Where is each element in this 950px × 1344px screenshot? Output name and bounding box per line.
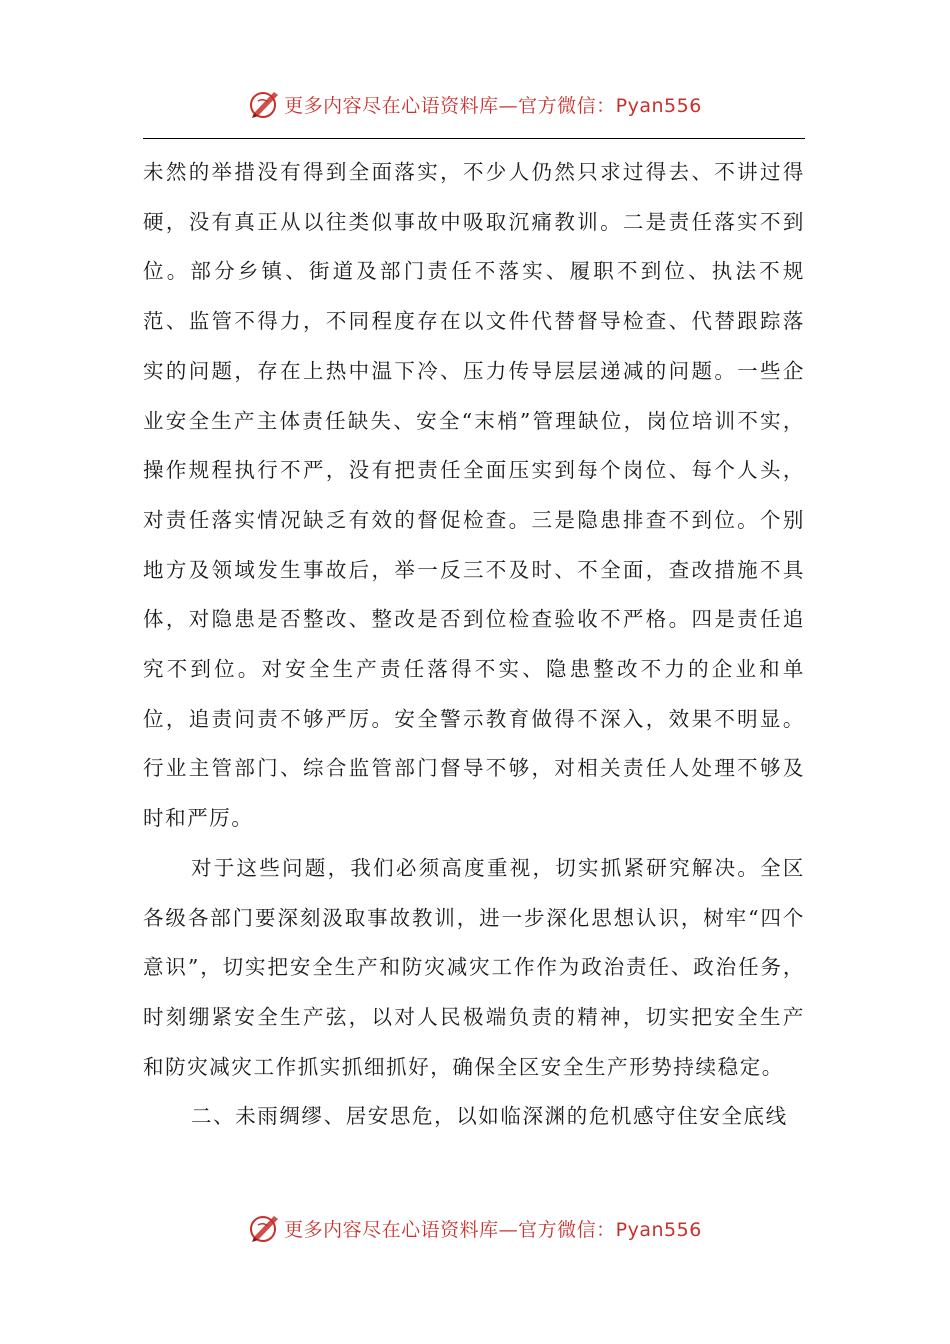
document-body [143, 148, 805, 1142]
header-rule [143, 138, 805, 139]
header-watermark-text [284, 91, 702, 118]
footer-watermark-id: Pyan556 [615, 1218, 702, 1241]
header-watermark-banner [0, 84, 950, 124]
section-heading: 二、未雨绸缪、居安思危，以如临深渊的危机感守住安全底线 [191, 1104, 788, 1129]
paragraph-continuation: 未然的举措没有得到全面落实，不少人仍然只求过得去、不讲过得硬，没有真正从以往类似事故中吸取沉痛教训。二是责任落实不到位。部分乡镇、街道及部门责任不落实、履职不到位、执法不规范、监管不得力，不同程度存在以文件代替督导检查、代替跟踪落实的问题，存在上热中温下冷、压力传导层层递减的问题。一些企业安全生产主体责任缺失、安全“末梢”管理缺位，岗位培训不实，操作规程执行不严，没有把责任全面压实到每个岗位、每个人头，对责任落实情况缺乏有效的督促检查。三是隐患排查不到位。个别地方及领域发生事故后，举一反三不及时、不全面，查改措施不具体，对隐患是否整改、整改是否到位检查验收不严格。四是责任追究不到位。对安全生产责任落得不实、隐患整改不力的企业和单位，追责问责不够严厉。安全警示教育做得不深入，效果不明显。行业主管部门、综合监管部门督导不够，对相关责任人处理不够及时和严厉。 [143, 160, 805, 831]
footer-watermark-banner [0, 1208, 950, 1248]
header-watermark-id: Pyan556 [615, 94, 702, 117]
footer-watermark-text [284, 1215, 702, 1242]
pen-logo-icon [248, 1211, 282, 1245]
paragraph-response: 对于这些问题，我们必须高度重视，切实抓紧研究解决。全区各级各部门要深刻汲取事故教训，进一步深化思想认识，树牢“四个意识”，切实把安全生产和防灾减灾工作作为政治责任、政治任务，时刻绷紧安全生产弦，以对人民极端负责的精神，切实把安全生产和防灾减灾工作抓实抓细抓好，确保全区安全生产形势持续稳定。 [143, 855, 805, 1079]
pen-logo-icon [248, 87, 282, 121]
header-watermark-cn: 更多内容尽在心语资料库—官方微信： [284, 94, 616, 117]
footer-watermark-cn: 更多内容尽在心语资料库—官方微信： [284, 1218, 616, 1241]
